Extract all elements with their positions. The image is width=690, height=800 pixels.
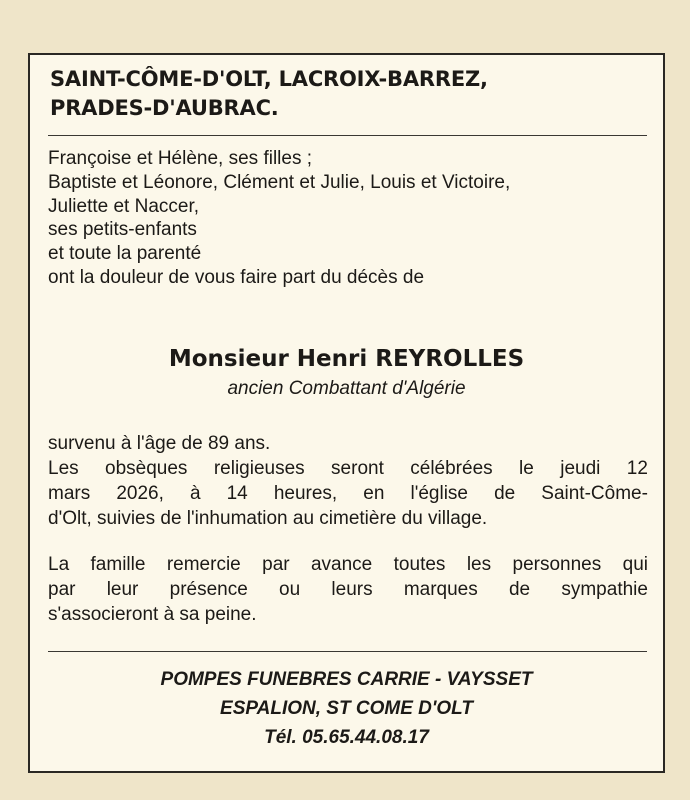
divider-top	[48, 135, 647, 136]
funeral-line: d'Olt, suivies de l'inhumation au cimetière du village.	[48, 508, 488, 529]
funeral-home-name: POMPES FUNEBRES CARRIE - VAYSSET	[160, 669, 533, 690]
funeral-home-block	[30, 665, 663, 752]
funeral-line: Les obsèques religieuses seront célébrées le jeudi 12	[48, 458, 648, 479]
deceased-title: ancien Combattant d'Algérie	[227, 378, 466, 399]
funeral-home-locations: ESPALION, ST COME D'OLT	[220, 698, 473, 719]
funeral-home-phone: Tél. 05.65.44.08.17	[264, 727, 429, 748]
family-line: Françoise et Hélène, ses filles ;	[48, 148, 313, 169]
family-announcement	[48, 147, 658, 290]
family-line: Baptiste et Léonore, Clément et Julie, Louis et Victoire,	[48, 171, 511, 193]
locations-line-2: PRADES-D'AUBRAC.	[50, 96, 279, 120]
age-line: survenu à l'âge de 89 ans.	[48, 433, 271, 454]
locations-line-1: SAINT-CÔME-D'OLT, LACROIX-BARREZ,	[50, 67, 488, 91]
family-line: et toute la parenté	[48, 243, 202, 265]
family-line: Juliette et Naccer,	[48, 195, 200, 217]
paragraph-gap	[48, 531, 648, 552]
deceased-name: Monsieur Henri REYROLLES	[168, 346, 525, 372]
funeral-line: mars 2026, à 14 heures, en l'église de Saint-Côme-	[48, 483, 648, 504]
thanks-line: La famille remercie par avance toutes les personnes qui	[48, 554, 648, 575]
family-line: ont la douleur de vous faire part du décès de	[48, 266, 425, 288]
locations-heading	[50, 65, 650, 123]
family-line: ses petits-enfants	[48, 219, 197, 241]
thanks-line: par leur présence ou leurs marques de sympathie	[48, 579, 648, 600]
thanks-line: s'associeront à sa peine.	[48, 604, 257, 625]
obituary-notice	[28, 53, 665, 773]
divider-bottom	[48, 651, 647, 652]
funeral-details	[48, 431, 648, 627]
